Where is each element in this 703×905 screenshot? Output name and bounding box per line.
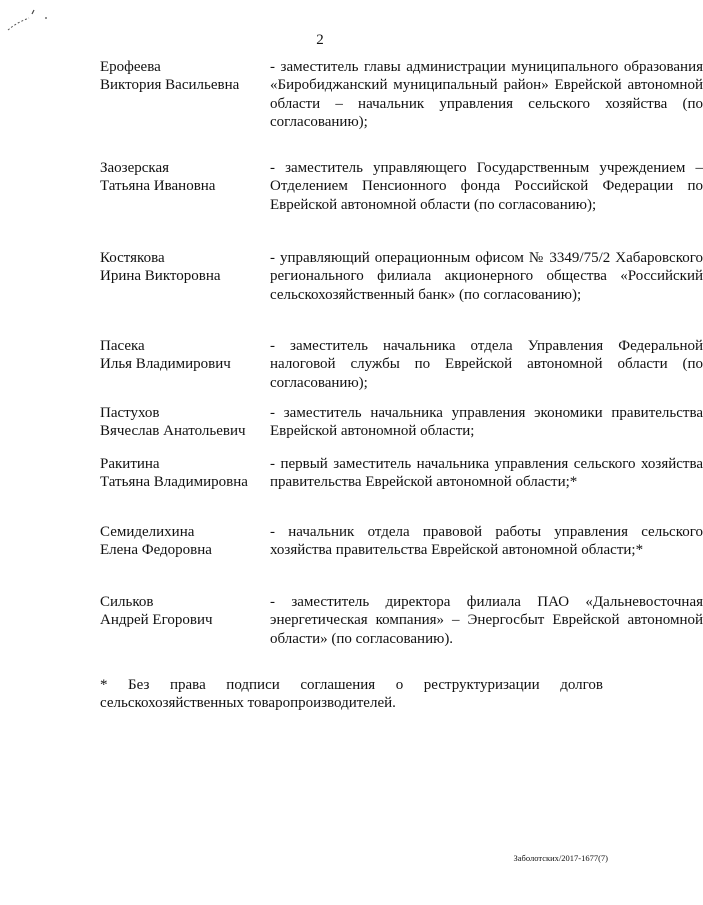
- footnote-line-2: сельскохозяйственных товаропроизводителей.: [100, 695, 396, 712]
- member-name: [100, 455, 265, 492]
- member-name: [100, 159, 265, 196]
- footnote: [100, 676, 603, 713]
- member-surname: Сильков: [100, 594, 154, 610]
- scan-artifact-mark: [4, 4, 54, 34]
- member-surname: Заозерская: [100, 160, 170, 176]
- member-given-names: Татьяна Владимировна: [100, 474, 248, 491]
- member-surname: Пасека: [100, 338, 145, 354]
- document-code: Заболотских/2017-1677(7): [513, 853, 608, 863]
- member-name: [100, 249, 265, 286]
- member-role: - заместитель управляющего Государственным учреждением – Отделением Пенсионного фонда Российской Федерации по Еврейской автономной области (по согласованию);: [270, 160, 703, 213]
- member-role: - заместитель начальника отдела Управления Федеральной налоговой службы по Еврейской автономной области (по согласованию);: [270, 338, 703, 391]
- member-given-names: Илья Владимирович: [100, 356, 231, 373]
- member-name: [100, 523, 265, 560]
- member-role: - заместитель главы администрации муниципального образования «Биробиджанский муниципальный район» Еврейской автономной области – начальник управления сельского хозяйства (по согласованию);: [270, 59, 703, 131]
- member-role: - первый заместитель начальника управления сельского хозяйства правительства Еврейской автономной области;*: [270, 456, 703, 491]
- member-given-names: Ирина Викторовна: [100, 268, 221, 285]
- member-surname: Ракитина: [100, 456, 160, 472]
- member-name: [100, 58, 265, 95]
- member-surname: Ерофеева: [100, 59, 161, 75]
- member-name: [100, 593, 265, 630]
- page-number: 2: [316, 32, 324, 48]
- member-role: - начальник отдела правовой работы управления сельского хозяйства правительства Еврейской автономной области;*: [270, 524, 703, 559]
- member-given-names: Елена Федоровна: [100, 542, 212, 559]
- member-role: - заместитель директора филиала ПАО «Дальневосточная энергетическая компания» – Энергосбыт Еврейской автономной области» (по согласованию).: [270, 594, 703, 647]
- member-surname: Пастухов: [100, 405, 160, 421]
- footnote-line-1: * Без права подписи соглашения о реструктуризации долгов: [100, 677, 603, 693]
- member-name: [100, 404, 265, 441]
- member-surname: Костякова: [100, 250, 165, 266]
- member-role: - управляющий операционным офисом № 3349/75/2 Хабаровского регионального филиала акционерного общества «Российский сельскохозяйственный банк» (по согласованию);: [270, 250, 703, 303]
- member-given-names: Виктория Васильевна: [100, 77, 240, 94]
- member-given-names: Вячеслав Анатольевич: [100, 423, 246, 440]
- member-surname: Семиделихина: [100, 524, 195, 540]
- member-given-names: Андрей Егорович: [100, 612, 213, 629]
- member-role: - заместитель начальника управления экономики правительства Еврейской автономной области;: [270, 405, 703, 440]
- member-name: [100, 337, 265, 374]
- member-given-names: Татьяна Ивановна: [100, 178, 216, 195]
